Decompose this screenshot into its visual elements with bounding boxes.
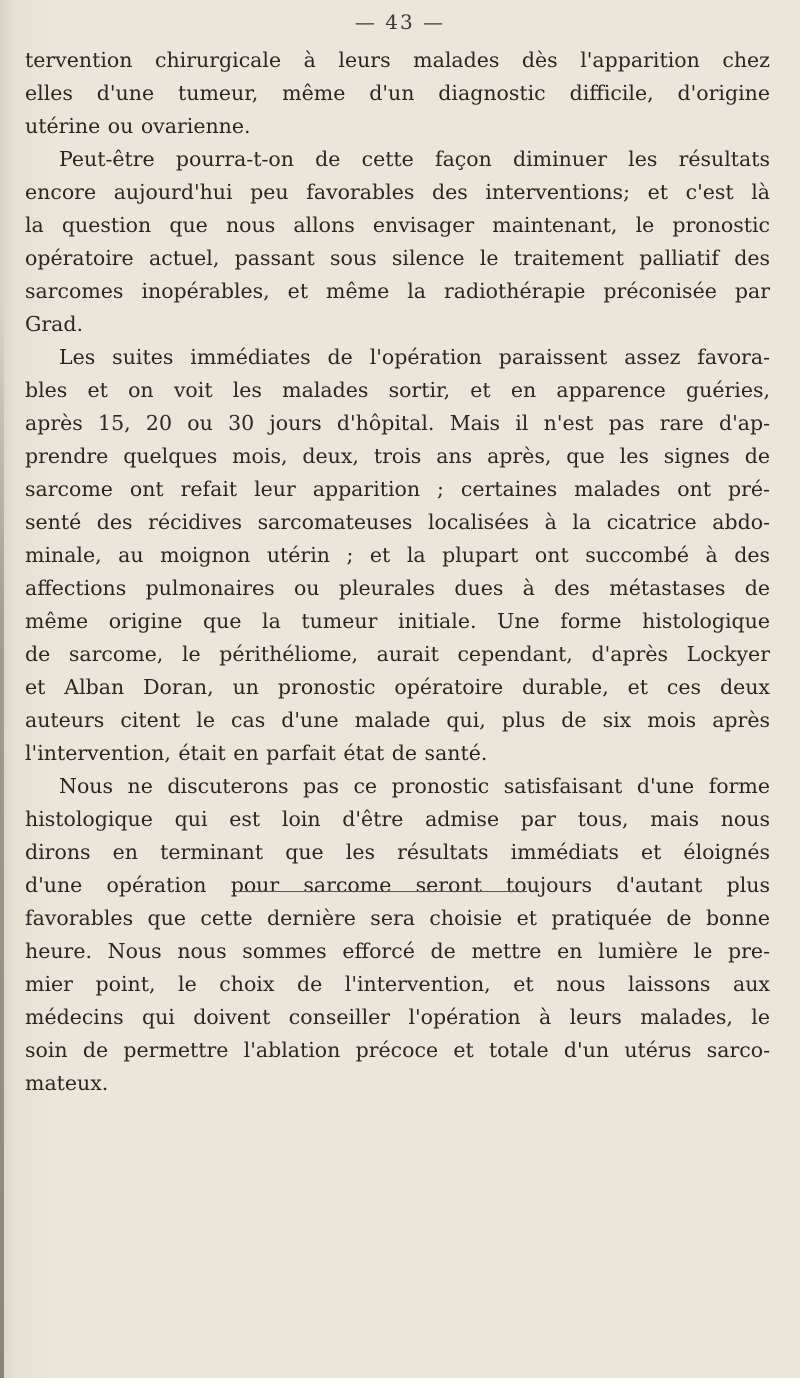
- text-line: minale, au moignon utérin ; et la plupart ont succombé à des: [25, 543, 770, 567]
- text-line: Peut-être pourra-t-on de cette façon diminuer les résultats: [59, 147, 770, 171]
- text-line: après 15, 20 ou 30 jours d'hôpital. Mais il n'est pas rare d'ap-: [25, 411, 770, 435]
- text-line: l'intervention, était en parfait état de santé.: [25, 741, 488, 765]
- text-line: soin de permettre l'ablation précoce et totale d'un utérus sarco-: [25, 1038, 770, 1062]
- text-line: Nous ne discuterons pas ce pronostic satisfaisant d'une forme: [59, 774, 770, 798]
- text-line: même origine que la tumeur initiale. Une forme histologique: [25, 609, 770, 633]
- text-line: prendre quelques mois, deux, trois ans après, que les signes de: [25, 444, 770, 468]
- text-line: Grad.: [25, 312, 84, 336]
- text-line: opératoire actuel, passant sous silence le traitement palliatif des: [25, 246, 770, 270]
- text-line: sarcomes inopérables, et même la radiothérapie préconisée par: [25, 279, 770, 303]
- section-divider-rule: [232, 891, 527, 892]
- text-line: encore aujourd'hui peu favorables des interventions; et c'est là: [25, 180, 770, 204]
- text-line: tervention chirurgicale à leurs malades dès l'apparition chez: [25, 48, 770, 72]
- text-line: Les suites immédiates de l'opération paraissent assez favora-: [59, 345, 770, 369]
- text-line: mier point, le choix de l'intervention, et nous laissons aux: [25, 972, 770, 996]
- text-line: et Alban Doran, un pronostic opératoire durable, et ces deux: [25, 675, 770, 699]
- text-line: médecins qui doivent conseiller l'opération à leurs malades, le: [25, 1005, 770, 1029]
- body-text: [25, 44, 770, 1100]
- text-line: mateux.: [25, 1071, 109, 1095]
- paragraph-2: [25, 143, 770, 341]
- text-line: bles et on voit les malades sortir, et en apparence guéries,: [25, 378, 770, 402]
- paragraph-4: [25, 770, 770, 1100]
- text-line: sarcome ont refait leur apparition ; certaines malades ont pré-: [25, 477, 770, 501]
- text-line: utérine ou ovarienne.: [25, 114, 251, 138]
- text-line: favorables que cette dernière sera choisie et pratiquée de bonne: [25, 906, 770, 930]
- text-line: affections pulmonaires ou pleurales dues à des métastases de: [25, 576, 770, 600]
- text-line: histologique qui est loin d'être admise par tous, mais nous: [25, 807, 770, 831]
- text-line: senté des récidives sarcomateuses localisées à la cicatrice abdo-: [25, 510, 770, 534]
- text-line: auteurs citent le cas d'une malade qui, plus de six mois après: [25, 708, 770, 732]
- text-line: la question que nous allons envisager maintenant, le pronostic: [25, 213, 770, 237]
- text-line: dirons en terminant que les résultats immédiats et éloignés: [25, 840, 770, 864]
- text-line: d'une opération pour sarcome seront toujours d'autant plus: [25, 873, 770, 897]
- text-line: elles d'une tumeur, même d'un diagnostic difficile, d'origine: [25, 81, 770, 105]
- page-number: — 43 —: [354, 10, 446, 34]
- paragraph-3: [25, 341, 770, 770]
- text-line: de sarcome, le périthéliome, aurait cependant, d'après Lockyer: [25, 642, 770, 666]
- text-line: heure. Nous nous sommes efforcé de mettre en lumière le pre-: [25, 939, 770, 963]
- paragraph-1: [25, 44, 770, 143]
- page-binding-shadow: [0, 300, 4, 1378]
